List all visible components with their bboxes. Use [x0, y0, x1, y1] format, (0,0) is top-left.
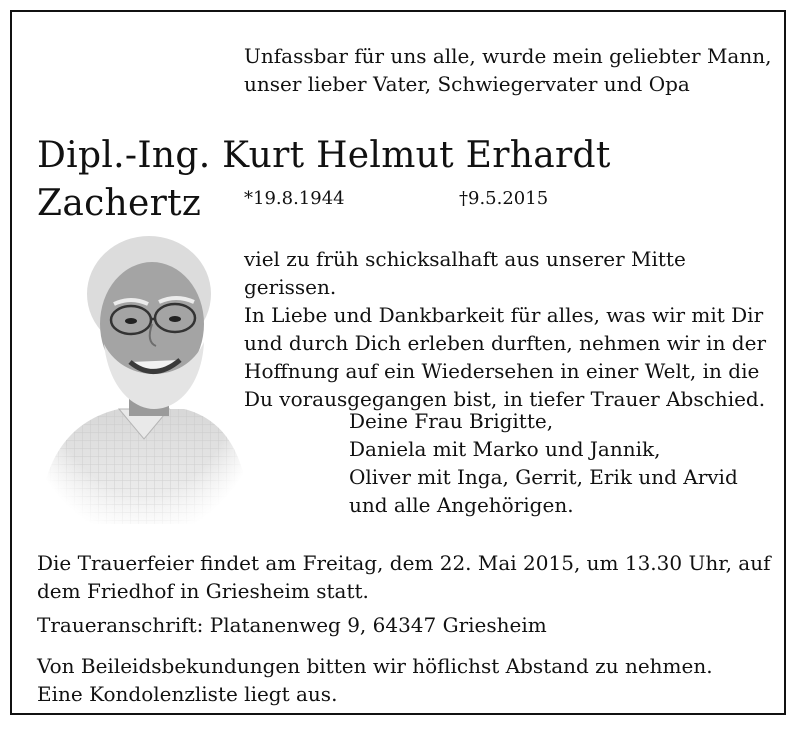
message-line: und durch Dich erleben durften, nehmen wir in der	[244, 331, 767, 355]
message-text	[244, 245, 784, 413]
intro-line: Unfassbar für uns alle, wurde mein geliebter Mann,	[244, 44, 772, 68]
message-line: In Liebe und Dankbarkeit für alles, was wir mit Dir	[244, 303, 764, 327]
intro-line: unser lieber Vater, Schwiegervater und Opa	[244, 72, 690, 96]
family-line: Deine Frau Brigitte,	[349, 409, 554, 433]
message-line: Hoffnung auf ein Wiedersehen in einer Welt, in die	[244, 359, 760, 383]
condolence-note	[37, 652, 713, 708]
birth-date: *19.8.1944	[244, 188, 345, 209]
family-line: Daniela mit Marko und Jannik,	[349, 437, 661, 461]
deceased-name: Dipl.-Ing. Kurt Helmut Erhardt Zachertz	[37, 135, 611, 224]
message-line: Du vorausgegangen bist, in tiefer Trauer Abschied.	[244, 387, 766, 411]
condolence-line: Eine Kondolenzliste liegt aus.	[37, 682, 338, 706]
message-line: viel zu früh schicksalhaft aus unserer Mitte gerissen.	[244, 247, 686, 299]
portrait-photo	[34, 224, 252, 524]
service-info	[37, 549, 771, 605]
intro-text	[244, 42, 771, 98]
service-line: Die Trauerfeier findet am Freitag, dem 22. Mai 2015, um 13.30 Uhr, auf	[37, 551, 771, 575]
family-line: und alle Angehörigen.	[349, 493, 574, 517]
service-line: dem Friedhof in Griesheim statt.	[37, 579, 369, 603]
death-date: †9.5.2015	[459, 188, 549, 209]
condolence-line: Von Beileidsbekundungen bitten wir höflichst Abstand zu nehmen.	[37, 654, 713, 678]
obituary-notice	[10, 10, 786, 715]
mourning-address: Traueranschrift: Platanenweg 9, 64347 Griesheim	[37, 613, 547, 637]
family-line: Oliver mit Inga, Gerrit, Erik und Arvid	[349, 465, 738, 489]
family-list	[349, 407, 738, 519]
